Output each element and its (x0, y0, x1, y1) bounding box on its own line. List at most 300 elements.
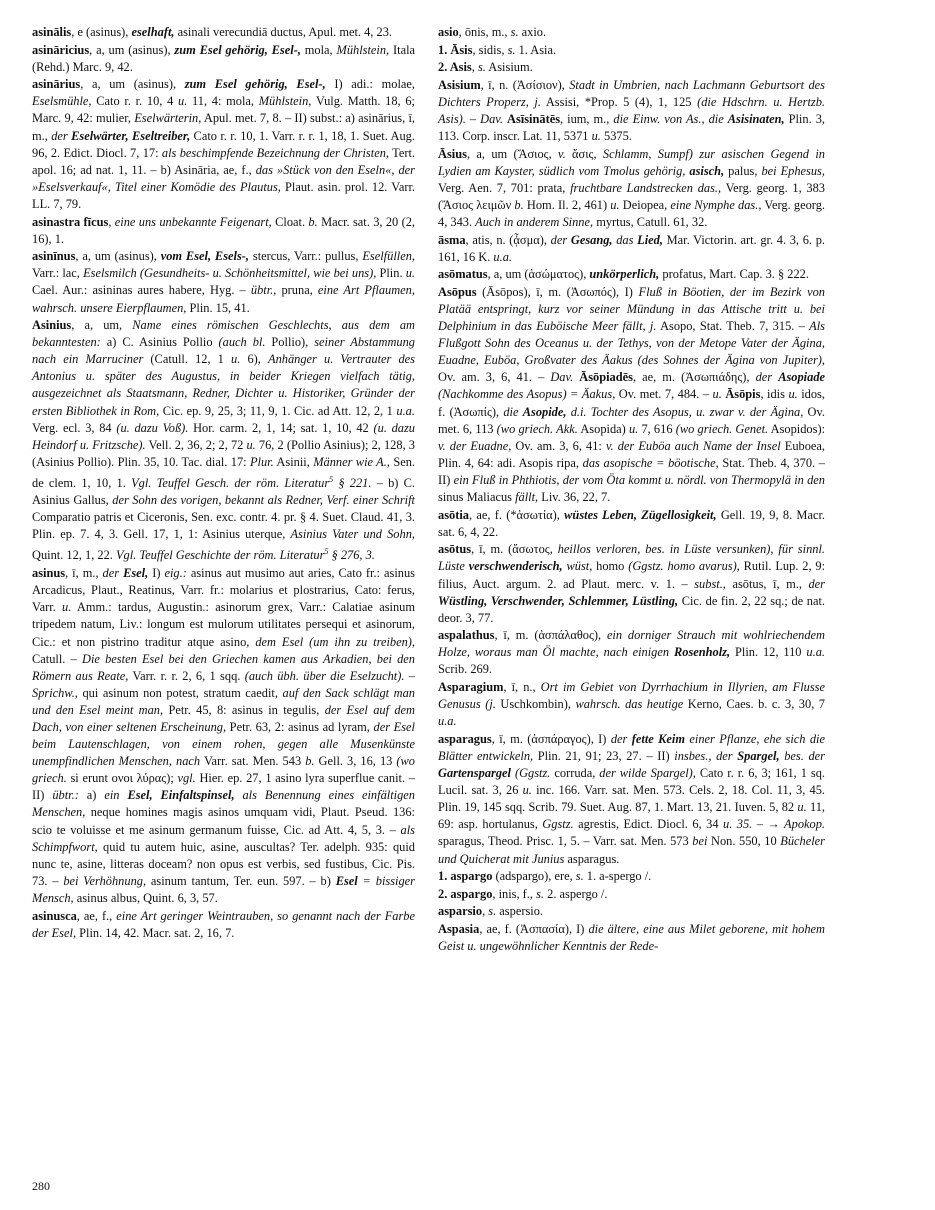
entry-gloss: der Esel beim Lautenschlagen, von einem rohen, gegen alle Musenkünste unempfindlichen Menschen, nach (32, 720, 415, 769)
entry-emphasis: eselhaft, (131, 25, 175, 39)
dictionary-entry (32, 24, 415, 41)
entry-text: inc. 166. Varr. sat. Men. 573. Cels. 2, 18. Col. 11, 3, 45. Plin. 19, 145 sqq. Scrib. 79. Suet. Aug. 87, 1. Mart. 13, 21. Iuven. 5, 82 (438, 783, 825, 815)
entry-gloss: fruchtbare Landstrecken das., (570, 180, 722, 195)
entry-gloss: (auch übh. über die Eselzucht). (244, 668, 405, 683)
entry-text: Mar. Victorin. art. gr. 4. 3, 6. p. 161, 16 K. (438, 232, 825, 264)
entry-text: Euboea, Plin. 4, 64: adi. Asopis ripa, (438, 438, 825, 470)
entry-gloss: (wo griech. Akk. (496, 421, 578, 436)
entry-gloss: u. (610, 197, 620, 212)
entry-headword: Asōpus (438, 284, 477, 299)
entry-text: Verg. georg. 4, 343. (438, 197, 825, 230)
entry-gloss: = bissiger Mensch, (32, 873, 415, 905)
entry-gloss: (Nachkomme des Asopus) = Äakus, (438, 387, 616, 402)
entry-text: 1. Asia. (515, 42, 557, 57)
entry-headword: asinusca (32, 908, 77, 923)
entry-gloss: insbes., der (674, 748, 738, 763)
entry-headword: 1. Āsis (438, 42, 473, 57)
entry-headword: asinus (32, 566, 66, 581)
entry-text: asinus albus, Quint. 6, 3, 57. (73, 890, 218, 905)
entry-text: Hier. ep. 27, 1 asino lyra superflue canit. – II) (32, 771, 415, 803)
entry-text: Cael. Aur.: asininas aures habere, Hyg. – (32, 283, 251, 298)
entry-text: stercus, Varr.: pullus, (249, 249, 363, 264)
entry-gloss: Bücheler und Quicherat mit Junius (438, 834, 826, 866)
entry-gloss: wahrsch. das heutige (575, 697, 684, 712)
entry-gloss: Vgl. Teuffel Gesch. der röm. Literatur (131, 476, 330, 491)
entry-gloss: dem Esel (um ihn zu treiben), (255, 634, 415, 649)
entry-text: – (404, 668, 415, 683)
entry-emphasis: Spargel, (737, 748, 780, 763)
entry-gloss: u.a. (806, 645, 825, 660)
entry-emphasis: verschwenderisch, (468, 559, 563, 574)
entry-text: Plin. 21, 91; 23, 27. – II) (533, 748, 675, 763)
entry-text: Plin. 3, 113. Corp. inscr. Lat. 11, 5371 (438, 111, 825, 144)
entry-headword: Āsius (438, 146, 467, 161)
entry-text: Ov. met. 6, 113 (438, 404, 825, 436)
entry-text: agrestis, Edict. Diocl. 6, 34 (573, 817, 723, 832)
entry-text: , ae, f. (Ἀσπασία), I) (479, 921, 589, 936)
entry-gloss: u.a. (438, 714, 457, 729)
dictionary-entry (438, 679, 825, 730)
right-column (438, 24, 825, 956)
entry-text: Cato r. r. 10, 4 (91, 94, 179, 109)
entry-headword: asōtus (438, 542, 472, 557)
entry-gloss: (Ggstz. (510, 766, 551, 781)
entry-gloss: u. (178, 94, 188, 109)
entry-text: axio. (518, 25, 547, 39)
entry-text: , ium, m., (560, 111, 614, 126)
entry-text: Stat. Theb. 4, 370. – II) (438, 455, 825, 487)
entry-gloss: Anhänger u. Vertrauter des Antonius u. später des Augustus, in beider Kriegen vielfach tätig, ausgezeichnet als Staatsmann, Redner, Dichter u. Historiker, Gründer der ersten Bibliothek in Rom, (32, 352, 415, 418)
entry-gloss: s. (575, 869, 584, 884)
entry-text: Gell. 19, 9, 8. Macr. sat. 6, 4, 22. (438, 507, 825, 539)
entry-gloss: Als Flußgott Sohn des Oceanus u. der Tethys, von der Metope Vater der Ägina, Euadne, Euböa, Großvater des Äakus (des Sohnes der Ägina von Jupiter), (438, 319, 825, 368)
entry-text: Ov. met. 7, 484. – (615, 387, 713, 402)
entry-gloss: v. der Euadne, (438, 438, 512, 453)
entry-gloss: Mühlstein, (336, 42, 390, 57)
dictionary-entry (32, 317, 415, 565)
entry-gloss: ein (104, 788, 128, 803)
entry-text: Gell. 3, 16, 13 (314, 754, 397, 769)
entry-text: Macr. sat. 3, 20 (2, 16), 1. (32, 214, 415, 246)
entry-gloss: (auch bl. (218, 335, 266, 350)
entry-gloss: b. (514, 197, 524, 212)
entry-emphasis: Esel, (123, 566, 149, 581)
entry-text: asinali verecundiā ductus, Apul. met. 4, 23. (174, 25, 392, 39)
entry-text: Vell. 2, 36, 2; 2, 72 (145, 437, 247, 452)
entry-headword: 2. aspargo (438, 886, 493, 901)
entry-text: , ī, m. (ἄσωτος, (471, 542, 558, 557)
entry-gloss: bei Verhöhnung, (63, 873, 147, 888)
entry-gloss: Vgl. Teuffel Geschichte der röm. Literatur (115, 548, 325, 563)
entry-text: Amm.: tardus, Augustin.: asinorum grex, Varr.: Calatiae asinum tripedem natum, Liv.: longum est mulorum utilitates persequi et asinorum, Cic.: et non pistrino traditur atque asino, (32, 600, 415, 649)
entry-gloss: vgl. (177, 771, 196, 786)
entry-headword: Asinius (32, 318, 72, 333)
entry-headword: Āsōpis (725, 387, 761, 402)
entry-gloss: Eselsmühle, (32, 94, 92, 109)
entry-text: , a, um (ἀσώματος), (487, 267, 590, 282)
page-number: 280 (32, 1179, 50, 1193)
entry-text: , ī, n., (503, 680, 541, 695)
entry-gloss: Asinius Vater und Sohn, (290, 527, 415, 542)
entry-gloss: b. (305, 754, 315, 769)
entry-text: sinus Maliacus (438, 490, 516, 505)
entry-text: a) C. Asinius Pollio (100, 335, 219, 350)
entry-text: Ov. am. 3, 6, 41. – (438, 370, 551, 385)
entry-text: 1. a-spergo /. (583, 869, 652, 884)
entry-gloss: s. (507, 42, 516, 57)
entry-emphasis: Rosenholz, (673, 645, 731, 660)
entry-gloss: Ort im Gebiet von Dyrrhachium in Illyrien, am Flusse Genusus (j. (438, 680, 825, 712)
entry-text: Scrib. 269. (438, 662, 493, 677)
entry-gloss: einer Pflanze, ehe sich die Blätter entwickeln, (438, 731, 825, 763)
entry-gloss: fällt, (515, 490, 539, 505)
left-column (32, 24, 415, 942)
dictionary-entry (438, 284, 825, 506)
entry-text: (Āsōpos), ī, m. (Ἀσωπός), I) (476, 284, 639, 299)
entry-text: pruna, (276, 283, 318, 298)
dictionary-entry (438, 77, 825, 145)
entry-text: , (482, 904, 489, 919)
entry-gloss: der (610, 731, 632, 746)
dictionary-entry (32, 248, 415, 316)
entry-emphasis: zum Esel gehörig, Esel-, (184, 77, 326, 92)
entry-text: profatus, Mart. Cap. 3. § 222. (659, 267, 809, 282)
entry-text: asōtus, ī, m., (725, 576, 809, 591)
entry-headword: Asisium (438, 77, 481, 92)
dictionary-entry (438, 903, 825, 920)
entry-text: Plin. 15, 41. (186, 300, 250, 315)
entry-headword: 2. Asis (438, 60, 472, 75)
entry-text: Assisi, *Prop. 5 (4), 1, 125 (540, 94, 698, 109)
entry-gloss: eine Art geringer Weintrauben, so genannt nach der Farbe der Esel, (32, 908, 416, 940)
entry-gloss: die ältere, eine aus Milet geborene, mit hohem Geist u. ungewöhnlicher Kenntnis der Rede- (438, 921, 826, 953)
entry-emphasis: Lied, (637, 232, 663, 247)
entry-gloss: eig.: (164, 566, 187, 581)
entry-gloss: seiner Abstammung nach ein Marruciner (32, 335, 415, 367)
entry-text: sparagus, Theod. Prisc. 1, 5. – Varr. sat. Men. 573 (438, 834, 693, 849)
entry-text: Asinii, (273, 454, 314, 469)
entry-text: (adspargo), ere, (492, 869, 576, 884)
entry-text: Varr. sat. Men. 543 (200, 754, 306, 769)
entry-gloss: Auch in anderem Sinne, (475, 215, 594, 230)
dictionary-entry (438, 232, 825, 266)
entry-headword: asōtia (438, 507, 469, 522)
entry-gloss: v. (558, 146, 566, 161)
entry-gloss: u. (522, 783, 532, 798)
entry-text: , (108, 214, 115, 229)
entry-gloss: Plur. (249, 454, 274, 469)
entry-gloss: (u. dazu Heindorf u. Fritzsche). (32, 420, 415, 452)
entry-gloss: der (51, 128, 72, 143)
entry-text: Sen. de clem. 1, 10, 1. (32, 454, 415, 491)
entry-gloss: auf den Sack schlägt man und den Esel meint man, (32, 685, 415, 717)
entry-text: Verg. georg. 1, 383 (Ἄσιος λειμῶν (438, 180, 825, 212)
entry-gloss: u. (231, 352, 241, 367)
entry-headword: asinīnus (32, 249, 76, 264)
entry-text: Asisium. (485, 60, 533, 75)
entry-gloss: Die besten Esel bei den Griechen kamen aus Arkadien, bei den Römern aus Reate, (32, 651, 416, 683)
entry-gloss: u. (246, 437, 256, 452)
entry-gloss: eine Art Pflaumen, wahrsch. unsere Eierpflaumen, (32, 283, 415, 315)
entry-gloss: (die Hdschrn. u. Hertzb. Asis). – Dav. (438, 94, 826, 126)
entry-text: , e (asinus), (71, 25, 132, 39)
entry-text: Liv. 36, 22, 7. (538, 490, 611, 505)
entry-gloss: übtr., (250, 283, 277, 298)
dictionary-entry (32, 565, 415, 907)
entry-gloss: bei (692, 834, 708, 849)
entry-text: asparagus. (564, 851, 620, 866)
entry-text: 7, 616 (638, 421, 676, 436)
entry-text: Ov. am. 3, 6, 41: (511, 438, 606, 453)
entry-headword: Āsōpiadēs (579, 370, 633, 385)
entry-text: , ī, n. (Ἀσίσιον), (480, 77, 570, 92)
entry-gloss: das asopische = böotische, (582, 455, 719, 470)
entry-text: 2. aspergo /. (544, 886, 608, 901)
entry-gloss: u. 35. – → Apokop. (723, 817, 826, 832)
entry-text: 5375. (600, 129, 632, 144)
entry-emphasis: vom Esel, Esels-, (160, 249, 250, 264)
entry-text: Apul. met. 7, 8. – II) subst.: a) asinārius, ī, m., (32, 111, 415, 143)
entry-text: , ī, m. (ἀσπάλαθος), (494, 628, 607, 643)
entry-text: I) (148, 566, 165, 581)
entry-text: , a, um (asinus), (80, 77, 185, 92)
entry-gloss: als beschimpfende Bezeichnung der Christen, (161, 145, 389, 160)
entry-text: qui asinum non potest, stratum caedit, (77, 685, 283, 700)
entry-text: 11, 69: asp. hortulanus, (438, 800, 825, 832)
entry-text: Catull. – (32, 651, 83, 666)
entry-headword: asinālis (32, 25, 72, 39)
entry-gloss: der wilde Spargel), (599, 766, 696, 781)
entry-text: , a, um (asinus), (75, 249, 161, 264)
entry-emphasis: Eselwärter, Eseltreiber, (71, 128, 191, 143)
entry-gloss: v. der Euböa auch Name der Insel (605, 438, 781, 453)
entry-text: , a, um, (71, 318, 133, 333)
entry-gloss: eine uns unbekannte Feigenart, (114, 214, 272, 229)
dictionary-entry (32, 214, 415, 248)
entry-text: , sidis, (472, 42, 508, 57)
entry-text: , ae, m. (Ἀσωπιάδης), (632, 370, 756, 385)
entry-text: Non. 550, 10 (707, 834, 781, 849)
entry-emphasis: Gesang, (570, 232, 613, 247)
entry-gloss: die Einw. von As., die (613, 111, 728, 126)
entry-headword: aspalathus (438, 628, 495, 643)
entry-gloss: u. (628, 421, 639, 436)
entry-gloss: der Esel auf dem Dach, von einer seltenen Erscheinung, (32, 702, 416, 734)
entry-gloss: der Sohn des vorigen, bekannt als Redner, Verf. einer Schrift (112, 493, 415, 508)
entry-headword: Aspasia (438, 921, 480, 936)
dictionary-entry (32, 76, 415, 213)
entry-text: Kerno, Caes. b. c. 3, 30, 7 (683, 697, 826, 712)
entry-text: 6), (240, 352, 268, 367)
entry-text: a) (78, 788, 105, 803)
entry-gloss: u. (591, 129, 601, 144)
entry-text: , ī, m., (65, 566, 103, 581)
entry-emphasis: Esel, Einfaltspinsel, (127, 788, 235, 803)
entry-text: mola, (300, 42, 337, 57)
entry-gloss: subst., (694, 576, 726, 591)
entry-gloss: das (612, 232, 638, 247)
entry-gloss: u. (712, 387, 722, 402)
entry-gloss: eine Nymphe das., (670, 197, 762, 212)
entry-gloss: s. (536, 886, 545, 901)
dictionary-entry (438, 146, 825, 231)
entry-emphasis: wüstes Leben, Zügellosigkeit, (564, 507, 717, 522)
entry-text: Petr. 45, 8: asinus in tegulis, (163, 702, 325, 717)
entry-text: Plin. 12, 110 (730, 645, 807, 660)
entry-gloss: Dav. (550, 370, 574, 385)
entry-headword: asparagus (438, 731, 492, 746)
dictionary-entry (438, 921, 825, 955)
entry-text: , a, um (asinus), (89, 42, 175, 57)
entry-gloss: s. (488, 904, 497, 919)
entry-gloss: als Benennung eines einfältigen Menschen, (32, 788, 415, 820)
entry-gloss: u. (62, 600, 72, 615)
dictionary-entry (438, 507, 825, 541)
entry-text: Asopo, Stat. Theb. 7, 315. – (656, 319, 810, 334)
entry-text: Quint. 12, 1, 22. (32, 548, 116, 563)
entry-text: Verg. Aen. 7, 701: prata, (438, 180, 571, 195)
entry-gloss: Ggstz. (542, 817, 574, 832)
entry-gloss: heillos verloren, bes. in Lüste versunken), für sinnl. Lüste (438, 542, 825, 574)
entry-text: Plaut. asin. prol. 12. Varr. LL. 7, 79. (32, 179, 415, 211)
dictionary-entry (32, 908, 415, 942)
entry-text: Vulg. Matth. 18, 6; Marc. 9, 42: mulier, (32, 94, 415, 126)
dictionary-entry (438, 886, 825, 903)
entry-text: quid tu autem huic, asine, auscultas? Ter. adelph. 935: quid nunc te, asine, litteras doceam? non opus est verbis, sed fustibus, Cic. Pis. 73. – (32, 839, 415, 888)
entry-superscript: 5 (329, 474, 334, 484)
dictionary-entry (438, 42, 825, 59)
entry-text: Asopidos): (768, 421, 826, 436)
entry-text: idos, f. (Ἀσωπίς), (438, 387, 825, 419)
entry-text: ἄσις, (565, 146, 603, 161)
entry-emphasis: asisch, (689, 163, 725, 178)
entry-text: , inis, f., (492, 886, 537, 901)
entry-text: Uschkombin), (495, 697, 576, 712)
entry-text: Deiopea, (619, 197, 671, 212)
entry-emphasis: Wüstling, Verschwender, Schlemmer, Lüstling, (438, 593, 679, 608)
entry-text: , ae, f. (*ἀσωτία), (468, 507, 565, 522)
entry-gloss: übtr.: (52, 788, 79, 803)
entry-gloss: § 221. (333, 476, 372, 491)
entry-emphasis: Gartenspargel (438, 766, 511, 781)
entry-emphasis: unkörperlich, (589, 267, 660, 282)
entry-gloss: der (755, 370, 779, 385)
entry-emphasis: Asopide, (522, 404, 567, 419)
entry-gloss: Fluß in Böotien, der im Bezirk von Platää entspringt, kurz vor seiner Mündung in das Attische tritt u. bei Delphinium in das Euböische Meer fällt, j. (438, 284, 825, 334)
dictionary-entry (438, 731, 825, 868)
entry-gloss: (wo griech. (32, 754, 415, 786)
entry-text: asinum tantum, Ter. eun. 597. – b) (146, 873, 336, 888)
entry-headword: 1. aspargo (438, 869, 493, 884)
entry-text: myrtus, Catull. 61, 32. (593, 215, 708, 230)
dictionary-entry (438, 868, 825, 885)
entry-headword: āsma (438, 232, 466, 247)
entry-text: aspersio. (496, 904, 544, 919)
entry-gloss: Eselwärterin, (134, 111, 202, 126)
entry-headword: Asparagium (438, 680, 504, 695)
entry-gloss: s. (510, 25, 519, 39)
entry-gloss: Schlamm, Sumpf) zur asischen Gegend in Lydien am Kayster, südlich vom Tmolus gehörig, (438, 146, 825, 178)
entry-text: Petr. 63, 2: asinus ad lyram, (226, 720, 374, 734)
entry-gloss: u. (797, 800, 807, 815)
entry-gloss: s. (477, 60, 486, 75)
entry-text: si erunt ονοι λύρας); (66, 771, 178, 786)
entry-text: Plin. (376, 266, 406, 281)
entry-text: , atis, n. (ᾆσμα), (465, 232, 551, 247)
entry-gloss: Stadt in Umbrien, nach Lachmann Geburtsort des Dichters Properz, j. (438, 77, 825, 109)
entry-text: asinus aut musimo aut aries, Cato fr.: asinus Arcadicus, Plaut., Reatinus, Varr. fr.: molarius et plostrarius, Cato: ferus, Varr. (32, 566, 415, 615)
entry-gloss: der (550, 232, 571, 247)
entry-gloss: u.a. (396, 403, 415, 418)
dictionary-entry (438, 627, 825, 678)
entry-gloss: das »Stück von den Eseln«, der »Eselsverkauf«, Titel einer Komödie des Plautus, (32, 162, 415, 194)
entry-gloss: u.a. (493, 249, 513, 264)
entry-text: 76, 2 (Pollio Asinius); 2, 128, 3 (Asinius Pollio). Plin. 35, 10. Tac. dial. 17: (32, 437, 415, 469)
entry-emphasis: Esel (335, 873, 358, 888)
entry-text: Itala (Rehd.) Marc. 9, 42. (32, 42, 416, 74)
entry-headword: asparsio (438, 904, 483, 919)
entry-gloss: Mühlstein, (258, 94, 312, 109)
dictionary-entry (438, 24, 825, 41)
dictionary-entry (438, 541, 825, 626)
entry-gloss: der (102, 566, 124, 581)
entry-text: I) adi.: molae, (325, 77, 415, 92)
entry-text: Tert. apol. 16; ad nat. 1, 11. – b) Asināria, ae, f., (32, 145, 415, 177)
entry-text: Cloat. (271, 214, 309, 229)
entry-text: Plin. 14, 42. Macr. sat. 2, 16, 7. (76, 925, 235, 940)
entry-gloss: § 276, 3. (328, 548, 375, 563)
entry-text: Verg. ecl. 3, 84 (32, 420, 117, 435)
entry-gloss: als Schimpfwort, (32, 822, 415, 854)
entry-text: , ī, m. (ἀσπάραγος), I) (491, 731, 611, 746)
entry-gloss: d.i. Tochter des Asopus, u. zwar v. der Ägina, (566, 404, 804, 419)
entry-gloss: Eselsmilch (Gesundheits- u. Schönheitsmittel, wie bei uns), (83, 266, 377, 281)
entry-text: , (471, 60, 478, 75)
entry-gloss: ein dorniger Strauch mit wohlriechendem Holze, woraus man Öl machte, nach einigen (438, 628, 825, 660)
entry-text: corruda, (550, 766, 600, 781)
entry-headword: asōmatus (438, 267, 488, 282)
entry-headword: asio (438, 25, 459, 39)
dictionary-entry (438, 59, 825, 76)
entry-gloss: (Ggstz. homo avarus), (628, 559, 740, 574)
entry-text: Cato r. r. 10, 1. Varr. r. r. 1, 18, 1. Suet. Aug. 96, 2. Edict. Diocl. 7, 17: (32, 128, 415, 160)
entry-text: Pollio), (265, 335, 315, 350)
entry-text: , a, um (Ἄσιος, (466, 146, 559, 161)
dictionary-entry (438, 266, 825, 283)
entry-text: homo (592, 559, 629, 574)
entry-text: , ōnis, m., (458, 25, 511, 39)
entry-emphasis: zum Esel gehörig, Esel-, (174, 42, 301, 57)
entry-text: 11, 4: mola, (187, 94, 259, 109)
entry-gloss: Sprichw., (32, 685, 78, 700)
entry-text: , ae, f., (76, 908, 117, 923)
entry-text: – b) C. Asinius Gallus, (32, 476, 416, 508)
entry-gloss: die (503, 404, 523, 419)
entry-text: , idis (760, 387, 789, 402)
entry-text: Hom. Il. 2, 461) (523, 197, 611, 212)
entry-text: palus, (724, 163, 762, 178)
entry-gloss: ein Fluß in Phthiotis, der vom Öta kommt u. nördl. von Thermopylä in den (453, 472, 826, 487)
entry-text: neque homines magis asinos umquam vidi, Plaut. Pseud. 136: scio te voluisse et me asinum germanum fuisse, Cic. ad Att. 4, 5, 3. – (32, 805, 415, 837)
entry-gloss: bes. der (779, 748, 825, 763)
entry-emphasis: fette Keim (631, 731, 686, 746)
dictionary-entry (32, 42, 415, 76)
entry-gloss: der (808, 576, 825, 591)
entry-headword: asināricius (32, 42, 90, 57)
entry-text: Cic. de fin. 2, 22 sq.; de nat. deor. 3, 77. (438, 593, 825, 625)
entry-gloss: wüst, (562, 559, 593, 574)
entry-text: Rutil. Lup. 2, 9: filius, Auct. argum. 2. ad Plaut. merc. v. 1. – (438, 559, 826, 591)
